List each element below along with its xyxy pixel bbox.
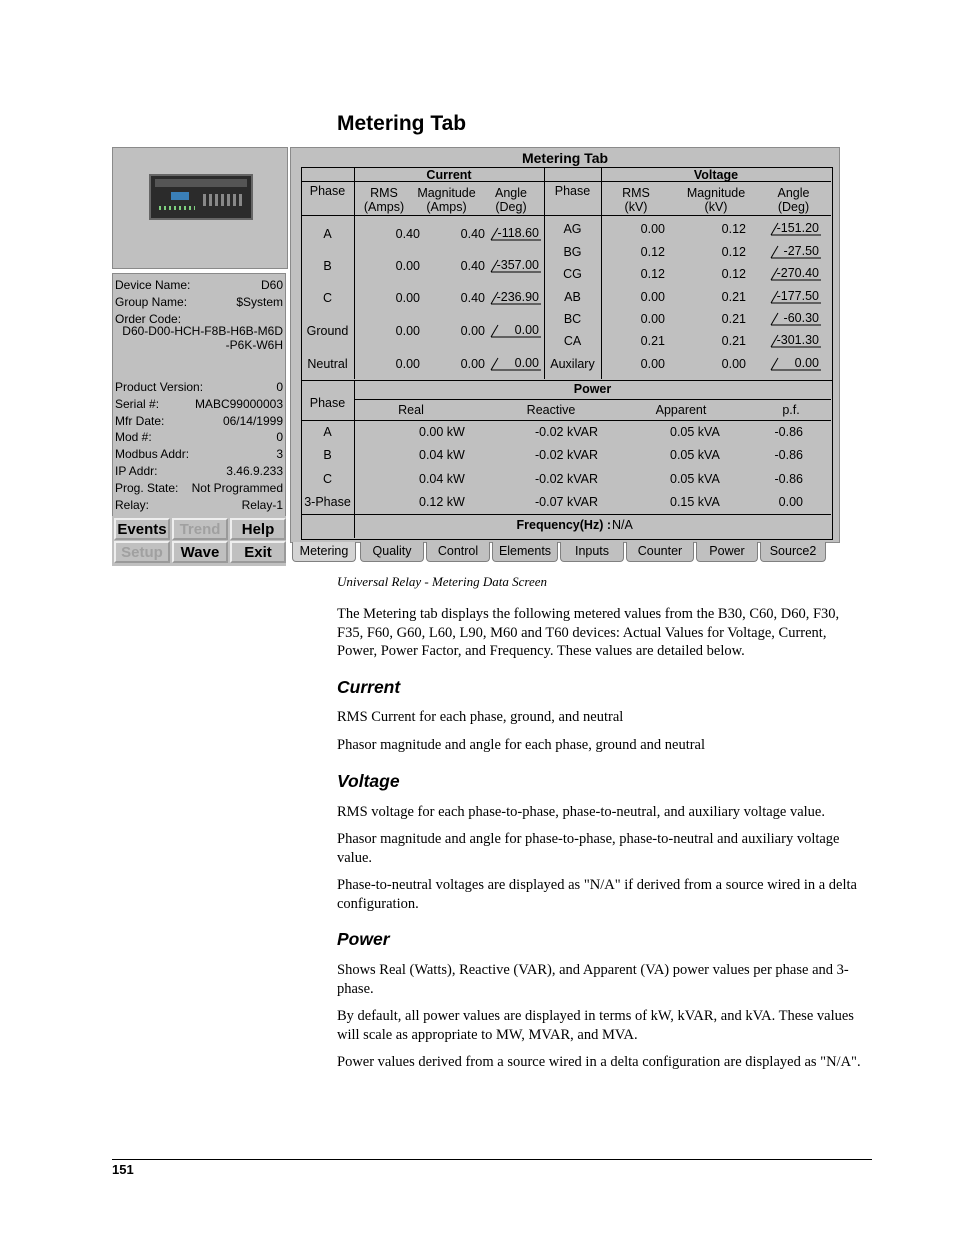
voltage-heading: Voltage xyxy=(337,771,400,791)
current-row-phase: C xyxy=(322,291,333,305)
info-value: 0 xyxy=(276,430,283,445)
voltage-row-mag: 0.21 xyxy=(721,312,746,326)
current-row-phase: Ground xyxy=(306,324,349,338)
info-value: $System xyxy=(236,295,283,309)
power-row-reactive: -0.07 kVAR xyxy=(535,495,598,509)
info-row xyxy=(115,278,283,294)
voltage-row-rms: 0.00 xyxy=(640,312,665,326)
power-group-label: Power xyxy=(573,382,612,396)
voltage-row-angle xyxy=(769,289,825,305)
info-row xyxy=(115,397,283,413)
power-col-reactive: Reactive xyxy=(526,403,576,417)
current-row-mag: 0.00 xyxy=(460,324,485,338)
voltage-row-mag: 0.12 xyxy=(721,222,746,236)
current-group-label: Current xyxy=(426,168,472,182)
power-row-pf: -0.86 xyxy=(774,472,803,486)
device-image-panel xyxy=(112,147,288,269)
info-row xyxy=(115,414,283,430)
voltage-row-angle xyxy=(769,356,825,372)
power-row-phase: 3-Phase xyxy=(304,495,351,509)
grid-line xyxy=(354,399,831,400)
power-row-phase: C xyxy=(322,472,333,486)
info-label: Prog. State: xyxy=(115,480,179,495)
angle-value: -236.90 xyxy=(496,290,539,304)
tab-metering[interactable]: Metering xyxy=(292,542,356,562)
voltage-row-rms: 0.00 xyxy=(640,357,665,371)
info-label: Product Version: xyxy=(115,380,204,394)
angle-value: -301.30 xyxy=(776,333,819,347)
current-col-mag-unit: (Amps) xyxy=(426,200,467,214)
current-row-angle xyxy=(489,290,545,306)
device-info-panel xyxy=(112,273,286,517)
current-col-rms-unit: (Amps) xyxy=(363,200,405,214)
button-panel xyxy=(112,516,286,566)
voltage-col-ang: Angle xyxy=(777,186,810,200)
power-row-phase: B xyxy=(323,448,332,462)
info-value: 06/14/1999 xyxy=(222,413,283,428)
voltage-row-mag: 0.12 xyxy=(721,245,746,259)
voltage-row-angle xyxy=(769,221,825,237)
current-row-phase: A xyxy=(323,227,332,241)
tab-counter[interactable]: Counter xyxy=(626,542,694,562)
trend-button[interactable]: Trend xyxy=(172,518,228,540)
voltage-row-phase: AG xyxy=(563,222,582,236)
angle-value: -118.60 xyxy=(497,226,539,240)
tab-quality[interactable]: Quality xyxy=(360,542,424,562)
voltage-p3: Phase-to-neutral voltages are displayed as "N/A" if derived from a source wired in a delta configuration. xyxy=(337,877,857,912)
footer-rule xyxy=(112,1159,872,1160)
info-value: Relay-1 xyxy=(241,497,283,512)
voltage-col-mag: Magnitude xyxy=(686,186,746,200)
current-row-angle xyxy=(489,226,545,242)
angle-value: 0.00 xyxy=(794,356,819,370)
power-row-apparent: 0.05 kVA xyxy=(670,472,720,486)
relay-device-image xyxy=(149,174,253,220)
power-row-reactive: -0.02 kVAR xyxy=(535,472,598,486)
power-p1: Shows Real (Watts), Reactive (VAR), and Apparent (VA) power values per phase and 3-phase. xyxy=(337,962,849,997)
power-col-real: Real xyxy=(398,403,424,417)
power-phase-header: Phase xyxy=(309,396,346,410)
events-button[interactable]: Events xyxy=(114,518,170,540)
exit-button[interactable]: Exit xyxy=(230,541,286,563)
voltage-p1: RMS voltage for each phase-to-phase, phase-to-neutral, and auxiliary voltage value. xyxy=(337,804,825,820)
tab-elements[interactable]: Elements xyxy=(492,542,558,562)
current-row-rms: 0.40 xyxy=(395,227,420,241)
voltage-phase-header: Phase xyxy=(554,184,591,198)
metering-panel xyxy=(290,147,840,543)
current-row-rms: 0.00 xyxy=(395,357,420,371)
info-value: 0 xyxy=(276,380,283,394)
voltage-group-label: Voltage xyxy=(693,168,739,182)
current-p1: RMS Current for each phase, ground, and neutral xyxy=(337,709,624,725)
power-row-real: 0.04 kW xyxy=(419,472,465,486)
tab-power[interactable]: Power xyxy=(696,542,758,562)
info-label: Mfr Date: xyxy=(115,413,165,428)
power-row-apparent: 0.15 kVA xyxy=(670,495,720,509)
info-row xyxy=(115,430,283,446)
voltage-row-mag: 0.00 xyxy=(721,357,746,371)
angle-value: -27.50 xyxy=(783,244,819,258)
angle-value: -357.00 xyxy=(496,258,539,272)
angle-value: -270.40 xyxy=(776,266,819,280)
tab-control[interactable]: Control xyxy=(426,542,490,562)
info-value: 3 xyxy=(276,447,283,462)
order-code-line: D60-D00-HCH-F8B-H6B-M6D xyxy=(122,324,283,338)
angle-value: -151.20 xyxy=(776,221,819,235)
power-heading: Power xyxy=(337,929,390,949)
info-label: IP Addr: xyxy=(115,464,158,478)
tab-source2[interactable]: Source2 xyxy=(760,542,826,562)
voltage-row-phase: AB xyxy=(564,290,581,304)
power-row-apparent: 0.05 kVA xyxy=(670,425,720,439)
voltage-row-angle xyxy=(769,333,825,349)
intro-paragraph: The Metering tab displays the following metered values from the B30, C60, D60, F30, F35, F60, G60, L60, L90, M60 and T60 devices: Actual Values for Voltage, Current, Power, Power Factor, and Frequency. These values are detailed below. xyxy=(337,606,840,659)
power-col-apparent: Apparent xyxy=(655,403,707,417)
info-row xyxy=(115,447,283,463)
grid-line xyxy=(301,215,831,216)
voltage-row-angle xyxy=(769,311,825,327)
voltage-col-rms-unit: (kV) xyxy=(624,200,648,214)
frequency-value: N/A xyxy=(612,518,633,532)
power-row-apparent: 0.05 kVA xyxy=(670,448,720,462)
angle-value: -177.50 xyxy=(776,289,819,303)
voltage-row-rms: 0.21 xyxy=(640,334,665,348)
voltage-p2: Phasor magnitude and angle for phase-to-phase, phase-to-neutral and auxiliary voltage value. xyxy=(337,831,840,866)
angle-value: 0.00 xyxy=(514,356,539,370)
power-p3: Power values derived from a source wired in a delta configuration are displayed as "N/A". xyxy=(337,1054,861,1070)
setup-button[interactable]: Setup xyxy=(114,541,170,563)
power-row-real: 0.12 kW xyxy=(419,495,465,509)
power-row-real: 0.04 kW xyxy=(419,448,465,462)
voltage-row-mag: 0.12 xyxy=(721,267,746,281)
voltage-row-phase: BG xyxy=(563,245,582,259)
voltage-row-phase: Auxilary xyxy=(550,357,595,371)
voltage-col-rms: RMS xyxy=(622,186,650,200)
info-label: Mod #: xyxy=(115,430,152,445)
help-button[interactable]: Help xyxy=(230,518,286,540)
voltage-row-angle xyxy=(769,266,825,282)
current-row-rms: 0.00 xyxy=(395,324,420,338)
wave-button[interactable]: Wave xyxy=(172,541,228,563)
voltage-row-phase: CG xyxy=(563,267,582,281)
figure-caption: Universal Relay - Metering Data Screen xyxy=(337,574,547,589)
current-row-rms: 0.00 xyxy=(395,291,420,305)
power-row-phase: A xyxy=(323,425,332,439)
power-row-pf: -0.86 xyxy=(774,448,803,462)
current-col-ang-unit: (Deg) xyxy=(495,200,527,214)
info-row xyxy=(115,295,283,311)
power-row-pf: -0.86 xyxy=(774,425,803,439)
current-p2: Phasor magnitude and angle for each phase, ground and neutral xyxy=(337,737,706,753)
current-row-angle xyxy=(489,323,545,339)
voltage-row-angle xyxy=(769,244,825,260)
frequency-label: Frequency(Hz) : xyxy=(516,518,611,532)
page-title: Metering Tab xyxy=(337,112,467,135)
voltage-row-phase: CA xyxy=(563,334,582,348)
current-row-phase: B xyxy=(323,259,332,273)
current-row-mag: 0.40 xyxy=(460,259,485,273)
current-heading: Current xyxy=(337,677,401,697)
power-row-reactive: -0.02 kVAR xyxy=(535,448,598,462)
power-p2: By default, all power values are displayed in terms of kW, kVAR, and kVA. These values will scale as appropriate to MW, MVAR, and MVA. xyxy=(337,1008,854,1043)
info-label: Modbus Addr: xyxy=(115,447,190,462)
current-row-mag: 0.00 xyxy=(460,357,485,371)
current-col-rms: RMS xyxy=(370,186,398,200)
info-row xyxy=(115,464,283,480)
voltage-col-ang-unit: (Deg) xyxy=(777,200,810,214)
power-row-pf: 0.00 xyxy=(778,495,803,509)
voltage-row-rms: 0.12 xyxy=(640,267,665,281)
angle-value: -60.30 xyxy=(783,311,819,325)
voltage-col-mag-unit: (kV) xyxy=(704,200,728,214)
voltage-row-mag: 0.21 xyxy=(721,290,746,304)
info-value: 3.46.9.233 xyxy=(226,464,283,478)
metering-screenshot xyxy=(112,147,840,567)
voltage-row-mag: 0.21 xyxy=(721,334,746,348)
metering-panel-title: Metering Tab xyxy=(521,150,609,166)
order-code-line: -P6K-W6H xyxy=(225,338,283,352)
info-label: Relay: xyxy=(115,497,150,512)
tab-bar xyxy=(290,542,840,566)
current-row-mag: 0.40 xyxy=(460,227,485,241)
info-label: Serial #: xyxy=(115,396,160,411)
voltage-row-phase: BC xyxy=(563,312,582,326)
info-value: Not Programmed xyxy=(191,480,283,495)
info-row xyxy=(115,380,283,396)
info-row xyxy=(115,481,283,497)
info-label: Device Name: xyxy=(115,278,191,292)
power-row-reactive: -0.02 kVAR xyxy=(535,425,598,439)
info-row xyxy=(115,498,283,514)
angle-value: 0.00 xyxy=(514,323,539,337)
info-label: Order Code: xyxy=(115,312,182,326)
grid-line xyxy=(301,420,831,421)
current-col-ang: Angle xyxy=(495,186,527,200)
current-row-phase: Neutral xyxy=(307,357,348,371)
power-row-real: 0.00 kW xyxy=(419,425,465,439)
voltage-row-rms: 0.12 xyxy=(640,245,665,259)
voltage-row-rms: 0.00 xyxy=(640,222,665,236)
info-label: Group Name: xyxy=(115,295,188,309)
page-number: 151 xyxy=(112,1162,134,1177)
info-value: MABC99000003 xyxy=(194,396,283,411)
power-col-pf: p.f. xyxy=(782,403,800,417)
current-col-mag: Magnitude xyxy=(417,186,476,200)
info-value: D60 xyxy=(260,278,283,292)
current-row-angle xyxy=(489,356,545,372)
current-row-rms: 0.00 xyxy=(395,259,420,273)
current-row-angle xyxy=(489,258,545,274)
voltage-row-rms: 0.00 xyxy=(640,290,665,304)
grid-line xyxy=(301,514,831,515)
current-row-mag: 0.40 xyxy=(460,291,485,305)
tab-inputs[interactable]: Inputs xyxy=(560,542,624,562)
current-phase-header: Phase xyxy=(309,184,346,198)
